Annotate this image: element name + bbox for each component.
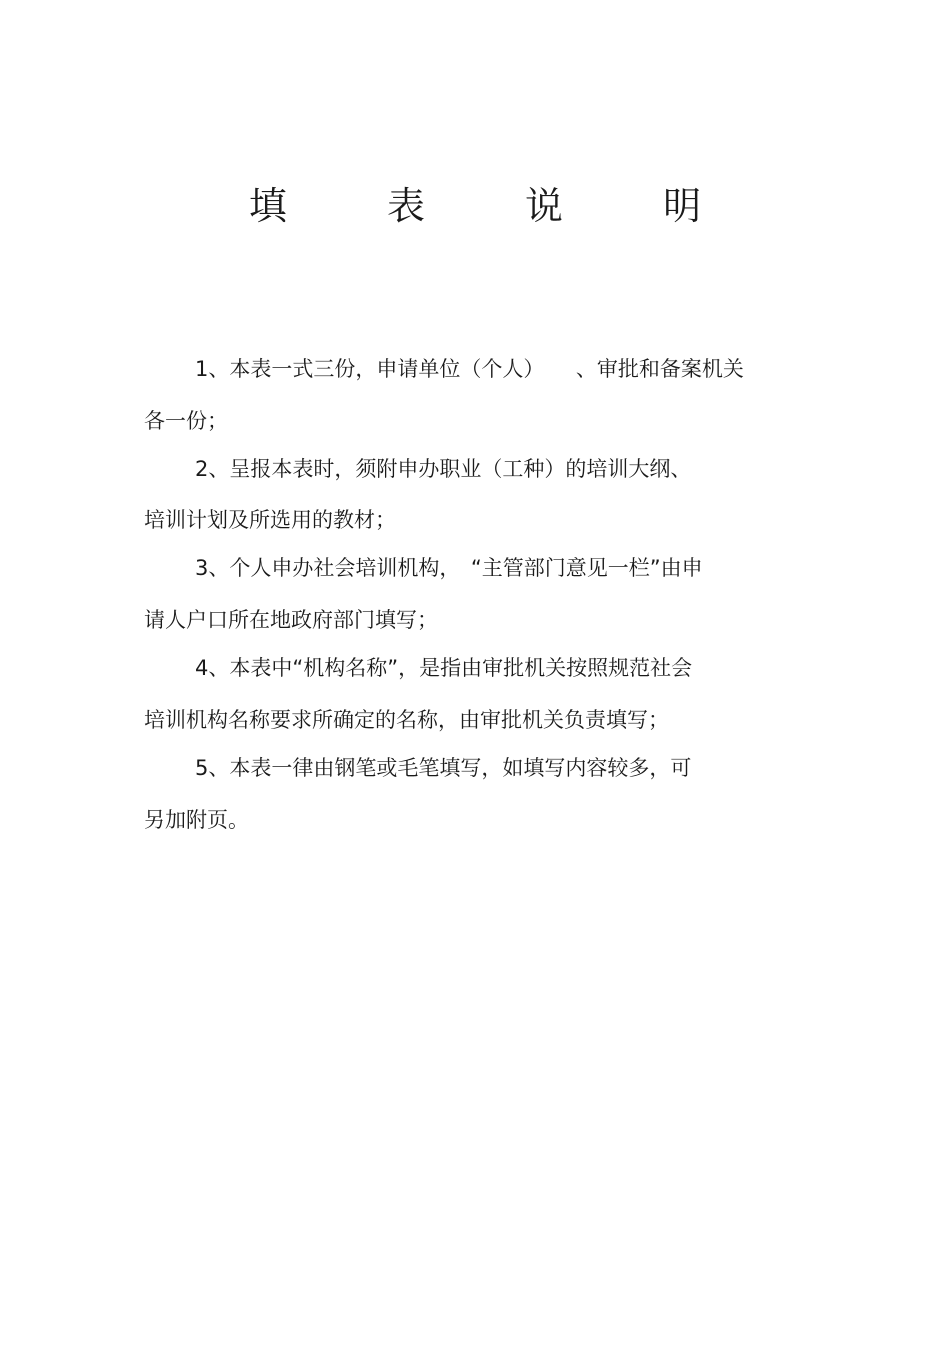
instruction-1-line-1: 1、本表一式三份，申请单位（个人） 、审批和备案机关 — [195, 357, 744, 381]
instruction-4-line-2: 培训机构名称要求所确定的名称，由审批机关负责填写； — [144, 708, 669, 732]
instruction-5-line-2: 另加附页。 — [144, 808, 249, 832]
instruction-5-line-1: 5、本表一律由钢笔或毛笔填写，如填写内容较多，可 — [195, 756, 692, 780]
page-title: 填 表 说 明 — [248, 184, 746, 228]
instruction-1-line-2: 各一份； — [144, 409, 228, 433]
instruction-2-line-1: 2、呈报本表时，须附申办职业（工种）的培训大纲、 — [195, 457, 692, 481]
instruction-4-line-1: 4、本表中“机构名称”，是指由审批机关按照规范社会 — [195, 656, 693, 680]
instruction-3-line-2: 请人户口所在地政府部门填写； — [144, 608, 438, 632]
instruction-2-line-2: 培训计划及所选用的教材； — [144, 508, 396, 532]
instruction-3-line-1: 3、个人申办社会培训机构， “主管部门意见一栏”由申 — [195, 556, 703, 580]
